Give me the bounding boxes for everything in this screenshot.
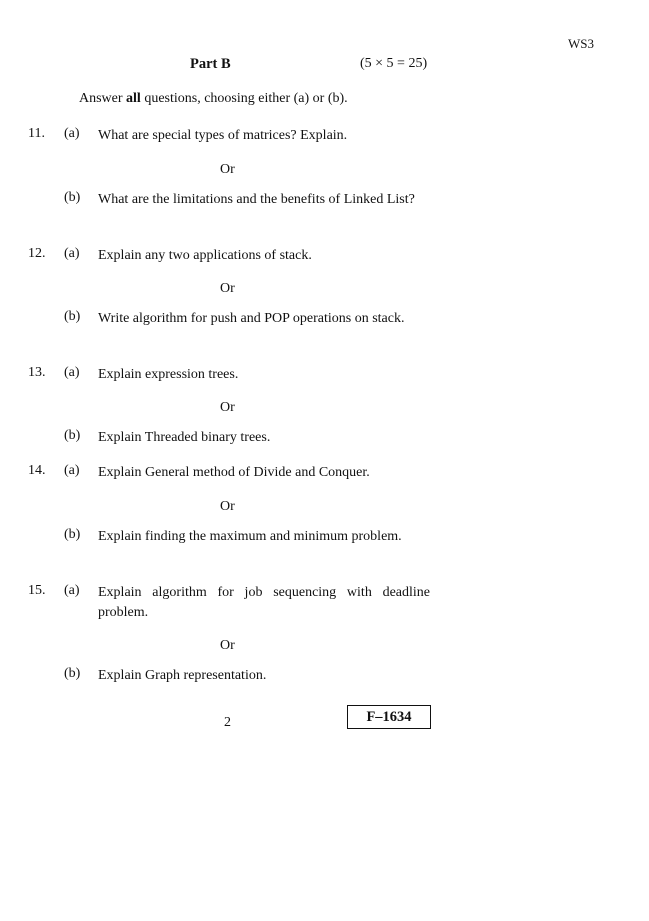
or-separator: Or — [220, 162, 235, 177]
question-text: Explain General method of Divide and Conquer. — [98, 465, 370, 480]
option-label: (b) — [64, 190, 81, 205]
instruction-after: questions, choosing either (a) or (b). — [140, 91, 348, 106]
section-title: Part B — [190, 56, 231, 72]
option-label: (b) — [64, 428, 81, 443]
instruction-bold: all — [126, 91, 141, 106]
option-label: (a) — [64, 463, 80, 478]
question-text: What are the limitations and the benefits of Linked List? — [98, 192, 415, 207]
question-text: Explain Graph representation. — [98, 668, 267, 683]
option-label: (b) — [64, 527, 81, 542]
question-number: 14. — [28, 463, 46, 478]
instruction — [79, 91, 348, 107]
or-separator: Or — [220, 400, 235, 415]
question-text: Explain finding the maximum and minimum problem. — [98, 529, 402, 544]
page-code: WS3 — [568, 36, 594, 51]
question-number: 13. — [28, 365, 46, 380]
option-label: (a) — [64, 583, 80, 598]
question-text: What are special types of matrices? Explain. — [98, 128, 348, 143]
question-text: Write algorithm for push and POP operations on stack. — [98, 311, 405, 326]
question-number: 15. — [28, 583, 46, 598]
option-label: (b) — [64, 666, 81, 681]
paper-code-box: F–1634 — [347, 705, 431, 729]
option-label: (a) — [64, 126, 80, 141]
option-label: (b) — [64, 309, 81, 324]
question-text: Explain expression trees. — [98, 367, 239, 382]
question-text: Explain algorithm for job sequencing with deadline problem. — [98, 585, 430, 620]
marks-scheme: (5 × 5 = 25) — [360, 56, 428, 71]
or-separator: Or — [220, 281, 235, 296]
option-label: (a) — [64, 246, 80, 261]
or-separator: Or — [220, 499, 235, 514]
question-number: 12. — [28, 246, 46, 261]
question-number: 11. — [28, 126, 45, 141]
question-text: Explain Threaded binary trees. — [98, 430, 271, 445]
or-separator: Or — [220, 638, 235, 653]
question-text: Explain any two applications of stack. — [98, 248, 312, 263]
option-label: (a) — [64, 365, 80, 380]
instruction-before: Answer — [79, 91, 127, 106]
page-number: 2 — [224, 715, 231, 730]
